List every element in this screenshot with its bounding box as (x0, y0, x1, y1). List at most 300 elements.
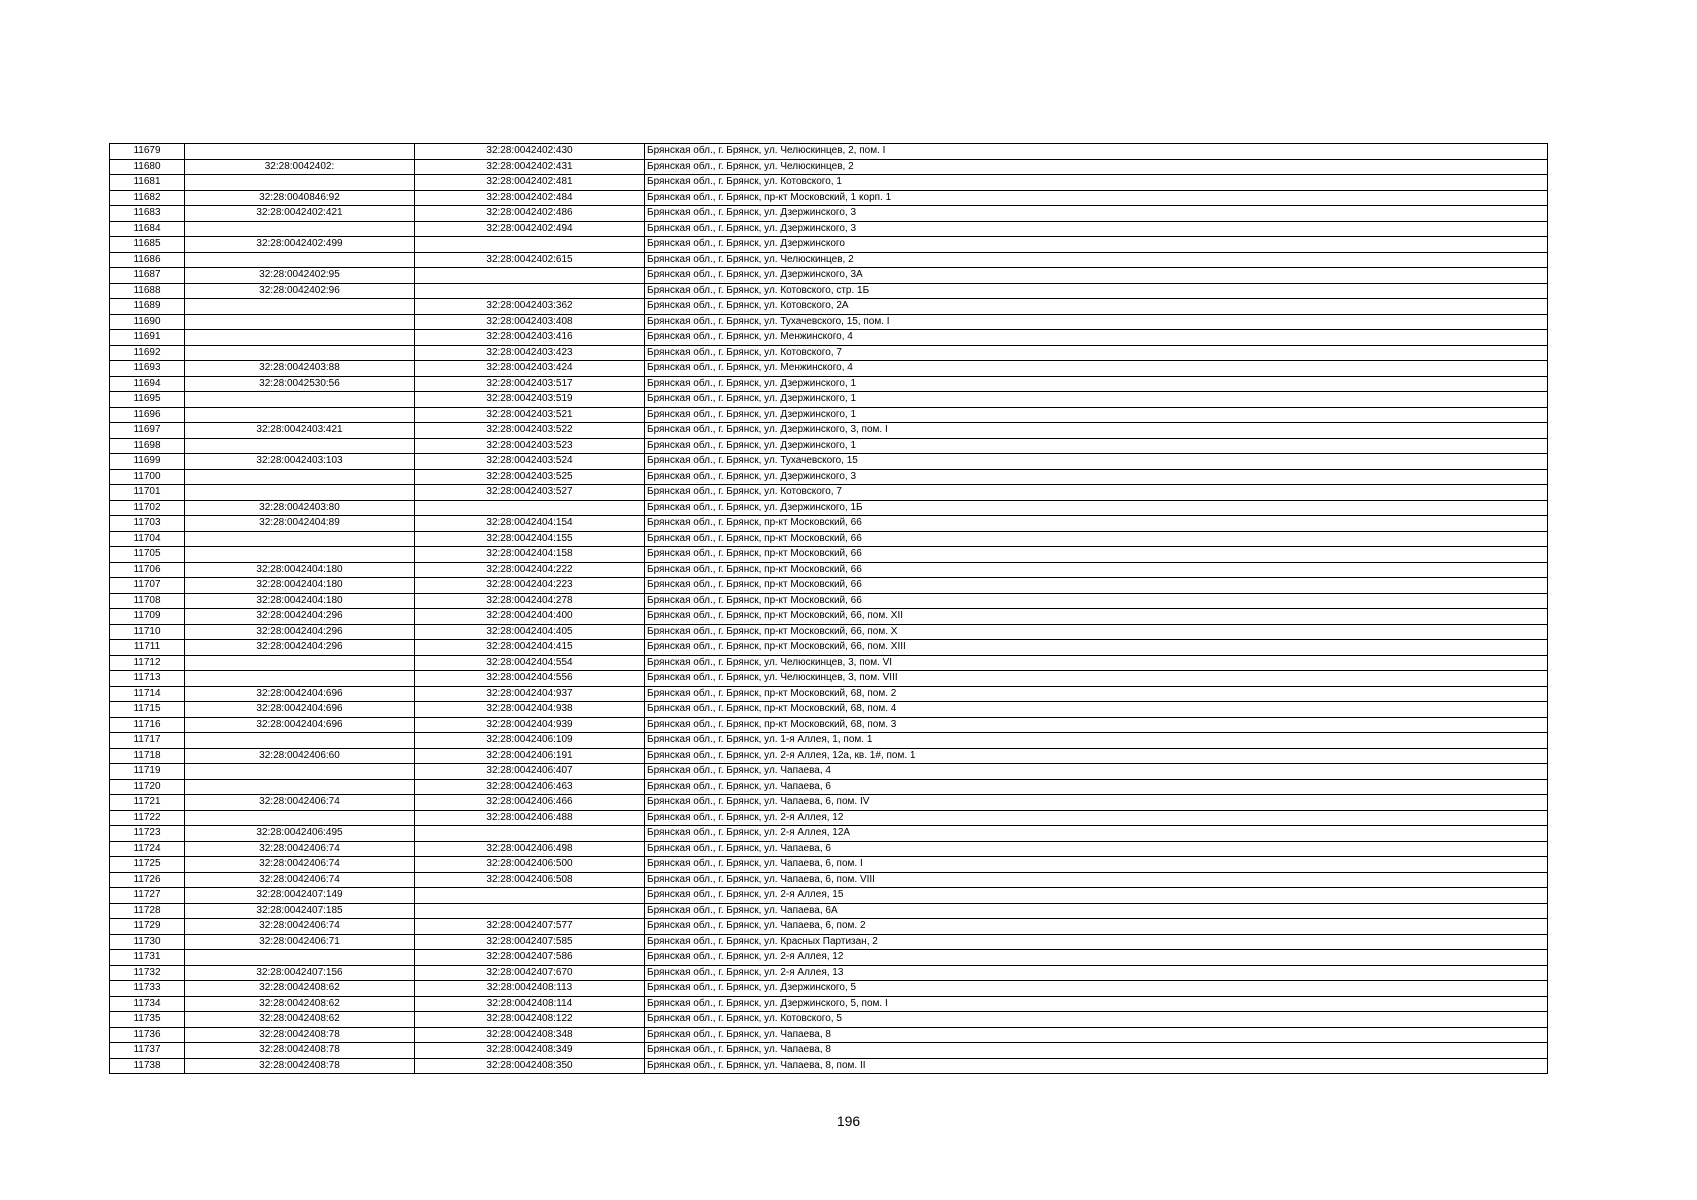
table-row (110, 469, 1548, 485)
cadastral-number-cell: 32:28:0042404:158 (415, 547, 645, 563)
parent-cadastral-number-cell: 32:28:0042406:74 (185, 795, 415, 811)
address-cell: Брянская обл., г. Брянск, ул. Чапаева, 8 (645, 1043, 1548, 1059)
address-cell: Брянская обл., г. Брянск, ул. Дзержинского, 1 (645, 376, 1548, 392)
address-cell: Брянская обл., г. Брянск, ул. 2-я Аллея, 13 (645, 965, 1548, 981)
parent-cadastral-number-cell: 32:28:0042402:421 (185, 206, 415, 222)
cadastral-number-cell: 32:28:0042407:586 (415, 950, 645, 966)
parent-cadastral-number-cell (185, 733, 415, 749)
row-number-cell: 11719 (110, 764, 185, 780)
parent-cadastral-number-cell: 32:28:0042404:89 (185, 516, 415, 532)
address-cell: Брянская обл., г. Брянск, пр-кт Московский, 66, пом. X (645, 624, 1548, 640)
table-row (110, 159, 1548, 175)
cadastral-number-cell: 32:28:0042403:408 (415, 314, 645, 330)
parent-cadastral-number-cell (185, 314, 415, 330)
cadastral-number-cell: 32:28:0042406:109 (415, 733, 645, 749)
parent-cadastral-number-cell: 32:28:0042530:56 (185, 376, 415, 392)
address-cell: Брянская обл., г. Брянск, ул. Чапаева, 6, пом. I (645, 857, 1548, 873)
parent-cadastral-number-cell (185, 345, 415, 361)
cadastral-number-cell: 32:28:0042403:524 (415, 454, 645, 470)
table-row (110, 655, 1548, 671)
address-cell: Брянская обл., г. Брянск, ул. Чапаева, 6, пом. VIII (645, 872, 1548, 888)
table-row (110, 516, 1548, 532)
cadastral-number-cell: 32:28:0042404:939 (415, 717, 645, 733)
address-cell: Брянская обл., г. Брянск, ул. Дзержинского, 1 (645, 392, 1548, 408)
address-cell: Брянская обл., г. Брянск, ул. Челюскинцев, 3, пом. VIII (645, 671, 1548, 687)
address-cell: Брянская обл., г. Брянск, ул. Котовского, 2А (645, 299, 1548, 315)
table-row (110, 888, 1548, 904)
cadastral-number-cell: 32:28:0042402:430 (415, 144, 645, 160)
cadastral-number-cell: 32:28:0042402:431 (415, 159, 645, 175)
cadastral-number-cell (415, 283, 645, 299)
cadastral-number-cell (415, 888, 645, 904)
parent-cadastral-number-cell: 32:28:0042408:62 (185, 981, 415, 997)
cadastral-number-cell: 32:28:0042403:423 (415, 345, 645, 361)
cadastral-number-cell: 32:28:0042404:222 (415, 562, 645, 578)
parent-cadastral-number-cell: 32:28:0042404:696 (185, 717, 415, 733)
parent-cadastral-number-cell: 32:28:0042402:499 (185, 237, 415, 253)
parent-cadastral-number-cell: 32:28:0042404:180 (185, 578, 415, 594)
row-number-cell: 11680 (110, 159, 185, 175)
address-cell: Брянская обл., г. Брянск, ул. Дзержинского, 5 (645, 981, 1548, 997)
parent-cadastral-number-cell: 32:28:0042408:62 (185, 1012, 415, 1028)
table-row (110, 237, 1548, 253)
row-number-cell: 11693 (110, 361, 185, 377)
parent-cadastral-number-cell: 32:28:0042408:62 (185, 996, 415, 1012)
cadastral-number-cell: 32:28:0042406:500 (415, 857, 645, 873)
parent-cadastral-number-cell: 32:28:0042402:96 (185, 283, 415, 299)
table-row (110, 531, 1548, 547)
cadastral-number-cell: 32:28:0042406:488 (415, 810, 645, 826)
address-cell: Брянская обл., г. Брянск, ул. Чапаева, 8 (645, 1027, 1548, 1043)
address-cell: Брянская обл., г. Брянск, ул. Менжинского, 4 (645, 330, 1548, 346)
parent-cadastral-number-cell (185, 764, 415, 780)
row-number-cell: 11679 (110, 144, 185, 160)
table-row (110, 314, 1548, 330)
row-number-cell: 11727 (110, 888, 185, 904)
address-cell: Брянская обл., г. Брянск, пр-кт Московский, 68, пом. 4 (645, 702, 1548, 718)
address-cell: Брянская обл., г. Брянск, ул. Тухачевского, 15, пом. I (645, 314, 1548, 330)
table-row (110, 407, 1548, 423)
cadastral-number-cell: 32:28:0042403:362 (415, 299, 645, 315)
table-row (110, 764, 1548, 780)
address-cell: Брянская обл., г. Брянск, ул. Чапаева, 6 (645, 841, 1548, 857)
row-number-cell: 11731 (110, 950, 185, 966)
table-row (110, 175, 1548, 191)
parent-cadastral-number-cell (185, 392, 415, 408)
page-number: 196 (836, 1113, 861, 1129)
parent-cadastral-number-cell (185, 144, 415, 160)
parent-cadastral-number-cell: 32:28:0042406:495 (185, 826, 415, 842)
address-cell: Брянская обл., г. Брянск, пр-кт Московский, 68, пом. 2 (645, 686, 1548, 702)
cadastral-number-cell: 32:28:0042406:498 (415, 841, 645, 857)
parent-cadastral-number-cell: 32:28:0042406:74 (185, 872, 415, 888)
table-row (110, 438, 1548, 454)
row-number-cell: 11720 (110, 779, 185, 795)
parent-cadastral-number-cell: 32:28:0042406:74 (185, 841, 415, 857)
row-number-cell: 11691 (110, 330, 185, 346)
row-number-cell: 11717 (110, 733, 185, 749)
registry-table (109, 143, 1548, 1074)
address-cell: Брянская обл., г. Брянск, пр-кт Московский, 1 корп. 1 (645, 190, 1548, 206)
address-cell: Брянская обл., г. Брянск, пр-кт Московский, 66, пом. XIII (645, 640, 1548, 656)
address-cell: Брянская обл., г. Брянск, ул. Челюскинцев, 2 (645, 252, 1548, 268)
cadastral-number-cell: 32:28:0042406:466 (415, 795, 645, 811)
cadastral-number-cell: 32:28:0042404:554 (415, 655, 645, 671)
table-row (110, 934, 1548, 950)
table-row (110, 857, 1548, 873)
parent-cadastral-number-cell: 32:28:0042408:78 (185, 1027, 415, 1043)
row-number-cell: 11705 (110, 547, 185, 563)
row-number-cell: 11734 (110, 996, 185, 1012)
address-cell: Брянская обл., г. Брянск, ул. Чапаева, 6, пом. IV (645, 795, 1548, 811)
parent-cadastral-number-cell: 32:28:0042402:95 (185, 268, 415, 284)
table-row (110, 252, 1548, 268)
cadastral-number-cell: 32:28:0042403:523 (415, 438, 645, 454)
parent-cadastral-number-cell: 32:28:0042404:296 (185, 609, 415, 625)
parent-cadastral-number-cell: 32:28:0042407:185 (185, 903, 415, 919)
table-row (110, 640, 1548, 656)
cadastral-number-cell (415, 237, 645, 253)
address-cell: Брянская обл., г. Брянск, ул. Челюскинцев, 3, пом. VI (645, 655, 1548, 671)
table-row (110, 702, 1548, 718)
table-row (110, 1058, 1548, 1074)
table-row (110, 206, 1548, 222)
address-cell: Брянская обл., г. Брянск, ул. Чапаева, 8, пом. II (645, 1058, 1548, 1074)
row-number-cell: 11712 (110, 655, 185, 671)
address-cell: Брянская обл., г. Брянск, ул. Дзержинского, 3 (645, 206, 1548, 222)
table-row (110, 423, 1548, 439)
cadastral-number-cell: 32:28:0042408:122 (415, 1012, 645, 1028)
address-cell: Брянская обл., г. Брянск, пр-кт Московский, 66 (645, 516, 1548, 532)
address-cell: Брянская обл., г. Брянск, ул. Дзержинского, 1Б (645, 500, 1548, 516)
cadastral-number-cell: 32:28:0042403:424 (415, 361, 645, 377)
row-number-cell: 11686 (110, 252, 185, 268)
table-row (110, 283, 1548, 299)
table-row (110, 578, 1548, 594)
cadastral-number-cell: 32:28:0042403:527 (415, 485, 645, 501)
table-row (110, 221, 1548, 237)
table-row (110, 717, 1548, 733)
address-cell: Брянская обл., г. Брянск, ул. 2-я Аллея, 12А (645, 826, 1548, 842)
parent-cadastral-number-cell: 32:28:0042407:149 (185, 888, 415, 904)
address-cell: Брянская обл., г. Брянск, ул. Котовского, 1 (645, 175, 1548, 191)
parent-cadastral-number-cell: 32:28:0042406:74 (185, 857, 415, 873)
parent-cadastral-number-cell (185, 299, 415, 315)
row-number-cell: 11736 (110, 1027, 185, 1043)
address-cell: Брянская обл., г. Брянск, ул. Дзержинского, 3, пом. I (645, 423, 1548, 439)
row-number-cell: 11690 (110, 314, 185, 330)
address-cell: Брянская обл., г. Брянск, пр-кт Московский, 66 (645, 578, 1548, 594)
cadastral-number-cell: 32:28:0042402:486 (415, 206, 645, 222)
table-row (110, 392, 1548, 408)
cadastral-number-cell: 32:28:0042404:223 (415, 578, 645, 594)
address-cell: Брянская обл., г. Брянск, ул. Челюскинцев, 2, пом. I (645, 144, 1548, 160)
row-number-cell: 11726 (110, 872, 185, 888)
table-row (110, 144, 1548, 160)
parent-cadastral-number-cell (185, 810, 415, 826)
parent-cadastral-number-cell (185, 671, 415, 687)
cadastral-number-cell: 32:28:0042404:154 (415, 516, 645, 532)
row-number-cell: 11715 (110, 702, 185, 718)
parent-cadastral-number-cell (185, 330, 415, 346)
row-number-cell: 11685 (110, 237, 185, 253)
table-row (110, 686, 1548, 702)
address-cell: Брянская обл., г. Брянск, ул. 2-я Аллея, 12 (645, 810, 1548, 826)
parent-cadastral-number-cell: 32:28:0042406:71 (185, 934, 415, 950)
table-row (110, 609, 1548, 625)
address-cell: Брянская обл., г. Брянск, ул. Дзержинского, 5, пом. I (645, 996, 1548, 1012)
row-number-cell: 11692 (110, 345, 185, 361)
parent-cadastral-number-cell (185, 469, 415, 485)
row-number-cell: 11729 (110, 919, 185, 935)
row-number-cell: 11716 (110, 717, 185, 733)
table-row (110, 965, 1548, 981)
table-row (110, 1012, 1548, 1028)
address-cell: Брянская обл., г. Брянск, ул. Дзержинского, 3 (645, 469, 1548, 485)
cadastral-number-cell: 32:28:0042406:407 (415, 764, 645, 780)
table-row (110, 190, 1548, 206)
address-cell: Брянская обл., г. Брянск, ул. Красных Партизан, 2 (645, 934, 1548, 950)
address-cell: Брянская обл., г. Брянск, ул. 2-я Аллея, 15 (645, 888, 1548, 904)
address-cell: Брянская обл., г. Брянск, пр-кт Московский, 66 (645, 531, 1548, 547)
address-cell: Брянская обл., г. Брянск, ул. Дзержинского, 3А (645, 268, 1548, 284)
row-number-cell: 11682 (110, 190, 185, 206)
cadastral-number-cell: 32:28:0042404:556 (415, 671, 645, 687)
parent-cadastral-number-cell (185, 221, 415, 237)
row-number-cell: 11700 (110, 469, 185, 485)
address-cell: Брянская обл., г. Брянск, ул. Дзержинского, 3 (645, 221, 1548, 237)
row-number-cell: 11735 (110, 1012, 185, 1028)
parent-cadastral-number-cell: 32:28:0042403:80 (185, 500, 415, 516)
address-cell: Брянская обл., г. Брянск, ул. Чапаева, 4 (645, 764, 1548, 780)
row-number-cell: 11707 (110, 578, 185, 594)
row-number-cell: 11701 (110, 485, 185, 501)
parent-cadastral-number-cell: 32:28:0042404:296 (185, 640, 415, 656)
row-number-cell: 11703 (110, 516, 185, 532)
address-cell: Брянская обл., г. Брянск, ул. Дзержинского, 1 (645, 438, 1548, 454)
table-row (110, 376, 1548, 392)
parent-cadastral-number-cell: 32:28:0042404:180 (185, 593, 415, 609)
address-cell: Брянская обл., г. Брянск, ул. Дзержинского, 1 (645, 407, 1548, 423)
cadastral-number-cell (415, 500, 645, 516)
parent-cadastral-number-cell: 32:28:0042408:78 (185, 1043, 415, 1059)
parent-cadastral-number-cell (185, 252, 415, 268)
row-number-cell: 11724 (110, 841, 185, 857)
row-number-cell: 11721 (110, 795, 185, 811)
address-cell: Брянская обл., г. Брянск, пр-кт Московский, 66, пом. XII (645, 609, 1548, 625)
row-number-cell: 11706 (110, 562, 185, 578)
address-cell: Брянская обл., г. Брянск, ул. 2-я Аллея, 12 (645, 950, 1548, 966)
parent-cadastral-number-cell: 32:28:0042406:60 (185, 748, 415, 764)
row-number-cell: 11684 (110, 221, 185, 237)
parent-cadastral-number-cell: 32:28:0040846:92 (185, 190, 415, 206)
parent-cadastral-number-cell: 32:28:0042404:696 (185, 686, 415, 702)
table-row (110, 795, 1548, 811)
cadastral-number-cell (415, 268, 645, 284)
parent-cadastral-number-cell: 32:28:0042408:78 (185, 1058, 415, 1074)
row-number-cell: 11689 (110, 299, 185, 315)
cadastral-number-cell: 32:28:0042404:405 (415, 624, 645, 640)
parent-cadastral-number-cell (185, 547, 415, 563)
parent-cadastral-number-cell: 32:28:0042403:421 (185, 423, 415, 439)
cadastral-number-cell: 32:28:0042407:577 (415, 919, 645, 935)
cadastral-number-cell: 32:28:0042404:415 (415, 640, 645, 656)
table-row (110, 950, 1548, 966)
table-row (110, 1027, 1548, 1043)
cadastral-number-cell: 32:28:0042402:484 (415, 190, 645, 206)
address-cell: Брянская обл., г. Брянск, пр-кт Московский, 66 (645, 562, 1548, 578)
parent-cadastral-number-cell (185, 485, 415, 501)
cadastral-number-cell: 32:28:0042402:481 (415, 175, 645, 191)
cadastral-number-cell: 32:28:0042408:349 (415, 1043, 645, 1059)
parent-cadastral-number-cell: 32:28:0042404:696 (185, 702, 415, 718)
table-row (110, 299, 1548, 315)
cadastral-number-cell: 32:28:0042403:522 (415, 423, 645, 439)
table-row (110, 841, 1548, 857)
row-number-cell: 11695 (110, 392, 185, 408)
parent-cadastral-number-cell: 32:28:0042406:74 (185, 919, 415, 935)
address-cell: Брянская обл., г. Брянск, ул. 2-я Аллея, 12а, кв. 1#, пом. 1 (645, 748, 1548, 764)
cadastral-number-cell: 32:28:0042404:278 (415, 593, 645, 609)
row-number-cell: 11694 (110, 376, 185, 392)
table-row (110, 872, 1548, 888)
cadastral-number-cell: 32:28:0042406:463 (415, 779, 645, 795)
table-row (110, 268, 1548, 284)
row-number-cell: 11722 (110, 810, 185, 826)
cadastral-number-cell: 32:28:0042408:114 (415, 996, 645, 1012)
table-row (110, 903, 1548, 919)
table-row (110, 454, 1548, 470)
address-cell: Брянская обл., г. Брянск, ул. Чапаева, 6, пом. 2 (645, 919, 1548, 935)
parent-cadastral-number-cell: 32:28:0042403:88 (185, 361, 415, 377)
row-number-cell: 11710 (110, 624, 185, 640)
cadastral-number-cell: 32:28:0042404:400 (415, 609, 645, 625)
parent-cadastral-number-cell: 32:28:0042407:156 (185, 965, 415, 981)
table-row (110, 547, 1548, 563)
cadastral-number-cell: 32:28:0042403:517 (415, 376, 645, 392)
table-row (110, 733, 1548, 749)
address-cell: Брянская обл., г. Брянск, ул. Челюскинцев, 2 (645, 159, 1548, 175)
cadastral-number-cell: 32:28:0042406:508 (415, 872, 645, 888)
address-cell: Брянская обл., г. Брянск, ул. Чапаева, 6 (645, 779, 1548, 795)
table-row (110, 826, 1548, 842)
table-row (110, 779, 1548, 795)
table-row (110, 361, 1548, 377)
table-row (110, 996, 1548, 1012)
row-number-cell: 11702 (110, 500, 185, 516)
cadastral-number-cell: 32:28:0042407:670 (415, 965, 645, 981)
address-cell: Брянская обл., г. Брянск, ул. 1-я Аллея, 1, пом. 1 (645, 733, 1548, 749)
parent-cadastral-number-cell (185, 407, 415, 423)
row-number-cell: 11697 (110, 423, 185, 439)
row-number-cell: 11709 (110, 609, 185, 625)
cadastral-number-cell: 32:28:0042403:519 (415, 392, 645, 408)
parent-cadastral-number-cell (185, 779, 415, 795)
cadastral-number-cell: 32:28:0042404:938 (415, 702, 645, 718)
row-number-cell: 11711 (110, 640, 185, 656)
cadastral-number-cell: 32:28:0042403:525 (415, 469, 645, 485)
table-row (110, 330, 1548, 346)
table-row (110, 624, 1548, 640)
parent-cadastral-number-cell: 32:28:0042402: (185, 159, 415, 175)
table-row (110, 810, 1548, 826)
cadastral-number-cell: 32:28:0042408:113 (415, 981, 645, 997)
row-number-cell: 11688 (110, 283, 185, 299)
row-number-cell: 11718 (110, 748, 185, 764)
cadastral-number-cell: 32:28:0042402:615 (415, 252, 645, 268)
address-cell: Брянская обл., г. Брянск, пр-кт Московский, 68, пом. 3 (645, 717, 1548, 733)
cadastral-number-cell (415, 903, 645, 919)
row-number-cell: 11725 (110, 857, 185, 873)
row-number-cell: 11728 (110, 903, 185, 919)
table-row (110, 981, 1548, 997)
row-number-cell: 11699 (110, 454, 185, 470)
cadastral-number-cell: 32:28:0042403:521 (415, 407, 645, 423)
row-number-cell: 11738 (110, 1058, 185, 1074)
row-number-cell: 11696 (110, 407, 185, 423)
cadastral-number-cell: 32:28:0042403:416 (415, 330, 645, 346)
table-row (110, 485, 1548, 501)
cadastral-number-cell: 32:28:0042402:494 (415, 221, 645, 237)
address-cell: Брянская обл., г. Брянск, ул. Котовского, 7 (645, 345, 1548, 361)
row-number-cell: 11733 (110, 981, 185, 997)
address-cell: Брянская обл., г. Брянск, пр-кт Московский, 66 (645, 593, 1548, 609)
cadastral-number-cell: 32:28:0042406:191 (415, 748, 645, 764)
address-cell: Брянская обл., г. Брянск, ул. Котовского, стр. 1Б (645, 283, 1548, 299)
table-row (110, 1043, 1548, 1059)
cadastral-number-cell: 32:28:0042404:937 (415, 686, 645, 702)
row-number-cell: 11698 (110, 438, 185, 454)
table-row (110, 919, 1548, 935)
table-row (110, 671, 1548, 687)
row-number-cell: 11732 (110, 965, 185, 981)
cadastral-number-cell (415, 826, 645, 842)
address-cell: Брянская обл., г. Брянск, ул. Тухачевского, 15 (645, 454, 1548, 470)
address-cell: Брянская обл., г. Брянск, пр-кт Московский, 66 (645, 547, 1548, 563)
row-number-cell: 11714 (110, 686, 185, 702)
table-row (110, 500, 1548, 516)
registry-table-body (110, 144, 1548, 1074)
parent-cadastral-number-cell (185, 438, 415, 454)
row-number-cell: 11713 (110, 671, 185, 687)
row-number-cell: 11723 (110, 826, 185, 842)
address-cell: Брянская обл., г. Брянск, ул. Котовского, 5 (645, 1012, 1548, 1028)
row-number-cell: 11704 (110, 531, 185, 547)
row-number-cell: 11730 (110, 934, 185, 950)
table-row (110, 345, 1548, 361)
parent-cadastral-number-cell (185, 950, 415, 966)
address-cell: Брянская обл., г. Брянск, ул. Котовского, 7 (645, 485, 1548, 501)
cadastral-number-cell: 32:28:0042404:155 (415, 531, 645, 547)
parent-cadastral-number-cell (185, 655, 415, 671)
row-number-cell: 11683 (110, 206, 185, 222)
parent-cadastral-number-cell: 32:28:0042403:103 (185, 454, 415, 470)
parent-cadastral-number-cell (185, 175, 415, 191)
parent-cadastral-number-cell (185, 531, 415, 547)
table-row (110, 748, 1548, 764)
table-row (110, 593, 1548, 609)
address-cell: Брянская обл., г. Брянск, ул. Чапаева, 6А (645, 903, 1548, 919)
row-number-cell: 11681 (110, 175, 185, 191)
address-cell: Брянская обл., г. Брянск, ул. Дзержинского (645, 237, 1548, 253)
cadastral-number-cell: 32:28:0042408:348 (415, 1027, 645, 1043)
row-number-cell: 11687 (110, 268, 185, 284)
table-row (110, 562, 1548, 578)
parent-cadastral-number-cell: 32:28:0042404:296 (185, 624, 415, 640)
row-number-cell: 11708 (110, 593, 185, 609)
parent-cadastral-number-cell: 32:28:0042404:180 (185, 562, 415, 578)
cadastral-number-cell: 32:28:0042407:585 (415, 934, 645, 950)
